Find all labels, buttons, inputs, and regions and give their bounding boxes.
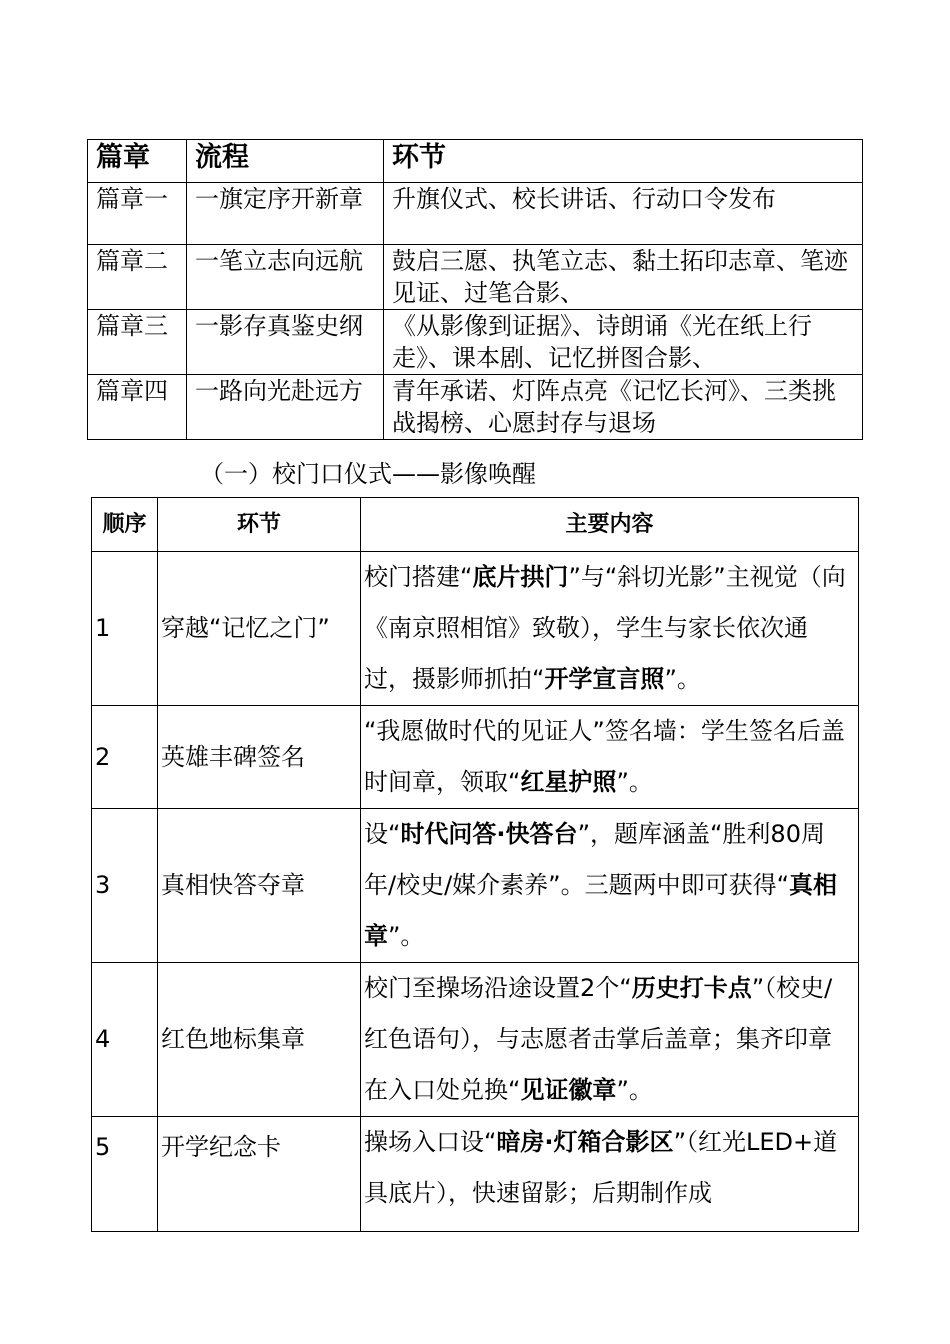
content-text: ”（校史/红色语句），与志愿者击掌后盖章；集齐印章在入口处兑换“	[364, 974, 833, 1104]
seq-cell: 2	[92, 706, 158, 809]
seq-cell: 5	[92, 1117, 158, 1232]
content-highlight: 开学宣言照	[544, 665, 665, 693]
flow-cell: 一旗定序开新章	[187, 183, 384, 245]
content-cell	[361, 809, 859, 963]
content-text: ”（红光LED+道具底片），快速留影；后期制作成	[364, 1128, 838, 1207]
table-row	[92, 706, 859, 809]
steps-cell: 鼓启三愿、执笔立志、黏土拓印志章、笔迹见证、过笔合影、	[384, 245, 863, 310]
header-seq: 顺序	[92, 498, 158, 552]
table-row	[88, 375, 863, 440]
seq-cell: 3	[92, 809, 158, 963]
content-highlight: 时代问答·快答台	[400, 820, 578, 848]
content-text: 校门搭建“	[364, 563, 473, 591]
step-name-cell: 红色地标集章	[158, 963, 361, 1117]
content-text: 设“	[364, 820, 401, 848]
content-text: 操场入口设“	[364, 1128, 497, 1156]
header-steps: 环节	[384, 140, 863, 183]
content-text: ”。	[388, 922, 425, 950]
step-name-cell: 开学纪念卡	[158, 1117, 361, 1232]
chapter-table	[87, 139, 863, 440]
gate-ceremony-table	[91, 497, 859, 1232]
header-chapter: 篇章	[88, 140, 187, 183]
content-text: 校门至操场沿途设置2个“	[364, 974, 632, 1002]
table-row	[92, 1117, 859, 1232]
table-row	[88, 183, 863, 245]
content-text: ”。	[616, 768, 653, 796]
content-text: ”，题库涵盖“胜利80周年/校史/媒介素养”。三题两中即可获得“	[364, 820, 825, 899]
step-name-cell: 穿越“记忆之门”	[158, 552, 361, 706]
flow-cell: 一影存真鉴史纲	[187, 310, 384, 375]
content-cell	[361, 706, 859, 809]
chapter-cell: 篇章二	[88, 245, 187, 310]
content-text: ”。	[616, 1076, 653, 1104]
chapter-cell: 篇章四	[88, 375, 187, 440]
step-name-cell: 真相快答夺章	[158, 809, 361, 963]
chapter-cell: 篇章一	[88, 183, 187, 245]
flow-cell: 一路向光赴远方	[187, 375, 384, 440]
content-cell	[361, 1117, 859, 1232]
table-row	[92, 552, 859, 706]
content-highlight: 底片拱门	[472, 563, 569, 591]
section-title: （一）校门口仪式——影像唤醒	[200, 460, 536, 488]
table-row	[88, 310, 863, 375]
seq-cell: 4	[92, 963, 158, 1117]
content-highlight: 历史打卡点	[631, 974, 752, 1002]
content-text: “我愿做时代的见证人”签名墙：学生签名后盖时间章，领取“	[364, 717, 845, 796]
content-text: ”与“斜切光影”主视觉（向《南京照相馆》致敬），学生与家长依次通过，摄影师抓拍“	[364, 563, 846, 693]
seq-cell: 1	[92, 552, 158, 706]
content-highlight: 红星护照	[520, 768, 617, 796]
header-content: 主要内容	[361, 498, 859, 552]
flow-cell: 一笔立志向远航	[187, 245, 384, 310]
header-step: 环节	[158, 498, 361, 552]
table-row	[92, 809, 859, 963]
steps-cell: 《从影像到证据》、诗朗诵《光在纸上行走》、课本剧、记忆拼图合影、	[384, 310, 863, 375]
table-header-row	[88, 140, 863, 183]
table-row	[92, 963, 859, 1117]
steps-cell: 升旗仪式、校长讲话、行动口令发布	[384, 183, 863, 245]
content-text: ”。	[664, 665, 701, 693]
content-cell	[361, 552, 859, 706]
step-name-cell: 英雄丰碑签名	[158, 706, 361, 809]
content-cell	[361, 963, 859, 1117]
content-highlight: 暗房·灯箱合影区	[496, 1128, 674, 1156]
chapter-cell: 篇章三	[88, 310, 187, 375]
table-header-row	[92, 498, 859, 552]
header-flow: 流程	[187, 140, 384, 183]
content-highlight: 见证徽章	[520, 1076, 617, 1104]
steps-cell: 青年承诺、灯阵点亮《记忆长河》、三类挑战揭榜、心愿封存与退场	[384, 375, 863, 440]
table-row	[88, 245, 863, 310]
content-highlight: 真相章	[364, 871, 838, 950]
